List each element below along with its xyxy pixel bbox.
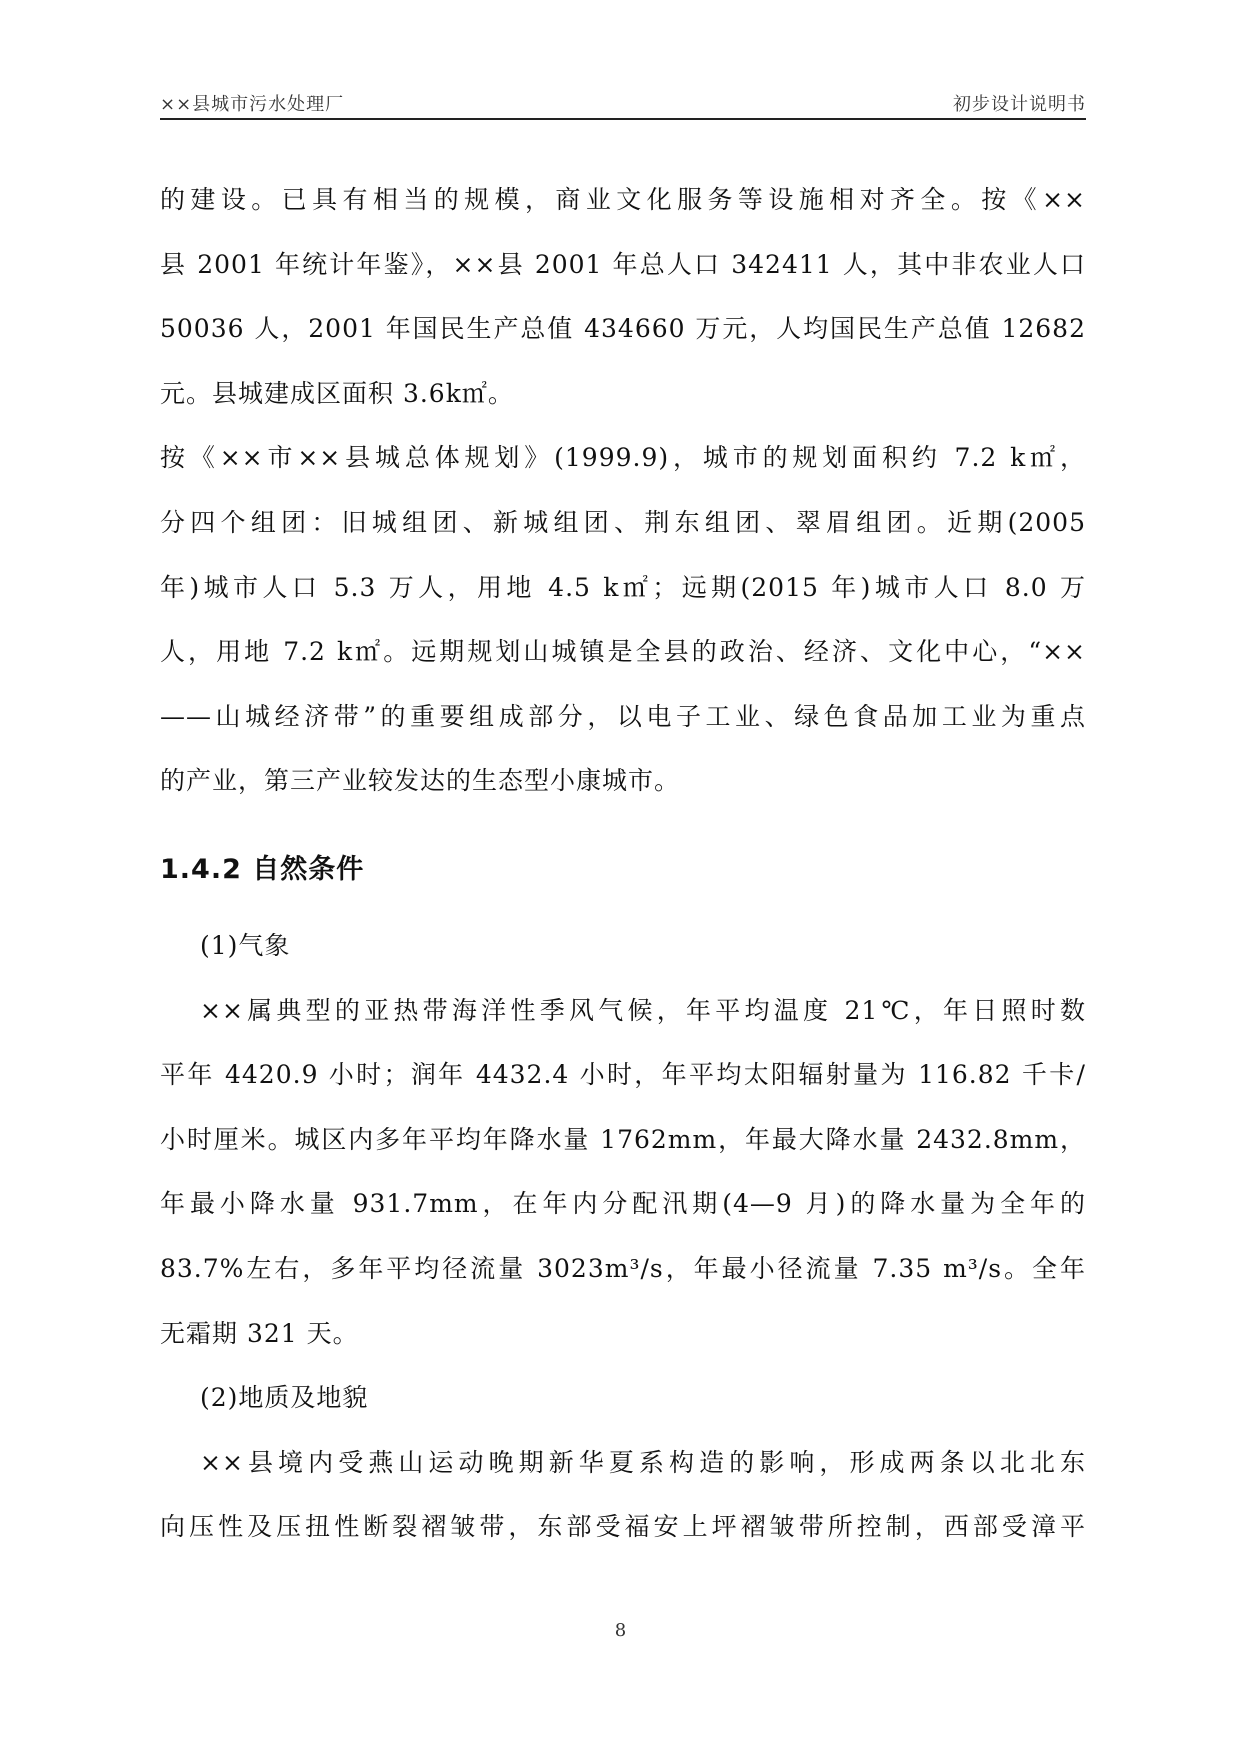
page-header — [160, 84, 1086, 120]
text-line: 向压性及压扭性断裂褶皱带，东部受福安上坪褶皱带所控制，西部受漳平 — [160, 1512, 1086, 1542]
text-line: 按《××市××县城总体规划》(1999.9)，城市的规划面积约 7.2 k㎡， — [160, 443, 1086, 473]
paragraph-climate — [160, 979, 1086, 1367]
text-line: ××属典型的亚热带海洋性季风气候，年平均温度 21℃，年日照时数 — [200, 995, 1086, 1025]
text-line: 小时厘米。城区内多年平均年降水量 1762mm，年最大降水量 2432.8mm， — [160, 1124, 1086, 1154]
paragraph-planning — [160, 426, 1086, 814]
text-line: 平年 4420.9 小时；润年 4432.4 小时，年平均太阳辐射量为 116.82 千卡/ — [160, 1060, 1086, 1090]
section-heading: 1.4.2 自然条件 — [160, 853, 365, 885]
paragraph-geology — [160, 1431, 1086, 1560]
text-line: 分四个组团：旧城组团、新城组团、荆东组团、翠眉组团。近期(2005 — [160, 507, 1086, 537]
page-body — [160, 168, 1086, 1560]
subsection-title-geology: (2)地质及地貌 — [200, 1383, 369, 1413]
text-line: 人，用地 7.2 k㎡。远期规划山城镇是全县的政治、经济、文化中心，“×× — [160, 637, 1086, 667]
subsection-title-climate: (1)气象 — [200, 930, 291, 960]
header-document-org: ××县城市污水处理厂 — [160, 94, 345, 115]
text-line: 元。县城建成区面积 3.6k㎡。 — [160, 378, 514, 408]
text-line: 83.7%左右，多年平均径流量 3023m³/s，年最小径流量 7.35 m³/s。全年 — [160, 1253, 1086, 1283]
text-line: 年最小降水量 931.7mm，在年内分配汛期(4—9 月)的降水量为全年的 — [160, 1189, 1086, 1219]
header-document-type: 初步设计说明书 — [953, 94, 1086, 115]
text-line: 无霜期 321 天。 — [160, 1318, 359, 1348]
paragraph-population — [160, 168, 1086, 426]
text-line: 的建设。已具有相当的规模，商业文化服务等设施相对齐全。按《×× — [160, 185, 1086, 214]
text-line: ××县境内受燕山运动晚期新华夏系构造的影响，形成两条以北北东 — [200, 1447, 1086, 1477]
text-line: 50036 人，2001 年国民生产总值 434660 万元，人均国民生产总值 12682 — [160, 314, 1086, 344]
text-line: 年)城市人口 5.3 万人，用地 4.5 k㎡；远期(2015 年)城市人口 8.0 万 — [160, 572, 1086, 602]
text-line: ——山城经济带”的重要组成部分，以电子工业、绿色食品加工业为重点 — [160, 701, 1086, 731]
page-number: 8 — [614, 1620, 627, 1641]
text-line: 县 2001 年统计年鉴》，××县 2001 年总人口 342411 人，其中非农业人口 — [160, 249, 1086, 279]
text-line: 的产业，第三产业较发达的生态型小康城市。 — [160, 766, 681, 796]
